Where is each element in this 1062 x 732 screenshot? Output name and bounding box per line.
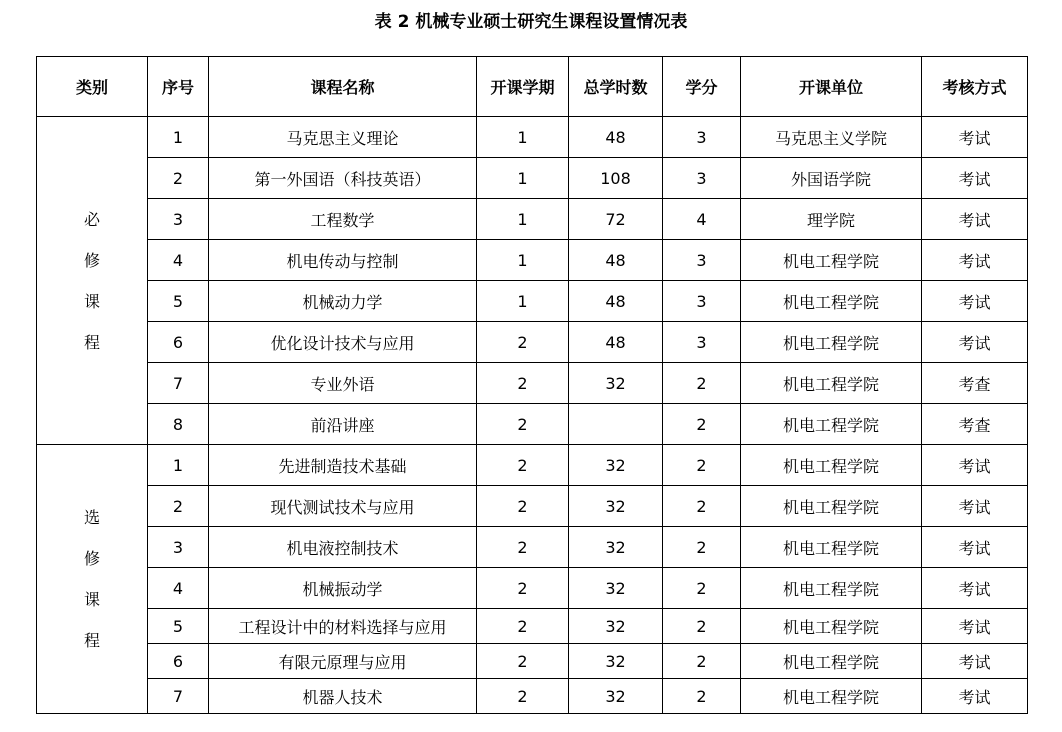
assessment-cell: 考试 [922,158,1028,199]
table-row [37,527,1028,568]
unit-cell: 机电工程学院 [741,404,922,445]
semester-cell: 2 [477,644,569,679]
assessment-cell: 考试 [922,527,1028,568]
assessment-cell: 考查 [922,404,1028,445]
unit-cell: 机电工程学院 [741,644,922,679]
semester-cell: 2 [477,486,569,527]
unit-cell: 机电工程学院 [741,486,922,527]
assessment-cell: 考试 [922,644,1028,679]
course-name-cell: 机电液控制技术 [209,527,477,568]
unit-cell: 机电工程学院 [741,609,922,644]
unit-cell: 机电工程学院 [741,363,922,404]
table-row [37,609,1028,644]
course-name-cell: 机电传动与控制 [209,240,477,281]
table-row [37,199,1028,240]
semester-cell: 2 [477,445,569,486]
seq-cell: 7 [148,679,209,714]
semester-cell: 2 [477,568,569,609]
credits-cell: 2 [663,568,741,609]
credits-cell: 2 [663,363,741,404]
semester-cell: 1 [477,158,569,199]
assessment-cell: 考试 [922,240,1028,281]
semester-cell: 1 [477,117,569,158]
seq-cell: 1 [148,445,209,486]
table-row [37,445,1028,486]
hours-cell: 32 [569,486,663,527]
hours-cell: 32 [569,609,663,644]
seq-cell: 6 [148,322,209,363]
unit-cell: 机电工程学院 [741,322,922,363]
category-char: 课 [83,291,100,311]
semester-cell: 2 [477,609,569,644]
header-row [37,57,1028,117]
credits-cell: 3 [663,158,741,199]
course-name-cell: 专业外语 [209,363,477,404]
header-course-name: 课程名称 [209,57,477,117]
seq-cell: 1 [148,117,209,158]
seq-cell: 3 [148,527,209,568]
header-unit: 开课单位 [741,57,922,117]
seq-cell: 4 [148,568,209,609]
header-semester: 开课学期 [477,57,569,117]
hours-cell: 48 [569,322,663,363]
unit-cell: 机电工程学院 [741,527,922,568]
hours-cell: 32 [569,445,663,486]
course-name-cell: 工程数学 [209,199,477,240]
category-char: 课 [83,590,100,609]
course-name-cell: 现代测试技术与应用 [209,486,477,527]
assessment-cell: 考试 [922,679,1028,714]
hours-cell: 32 [569,527,663,568]
header-category: 类别 [37,57,148,117]
hours-cell: 72 [569,199,663,240]
semester-cell: 2 [477,363,569,404]
hours-cell: 32 [569,568,663,609]
credits-cell: 4 [663,199,741,240]
semester-cell: 1 [477,281,569,322]
table-row [37,568,1028,609]
semester-cell: 1 [477,199,569,240]
course-name-cell: 马克思主义理论 [209,117,477,158]
credits-cell: 3 [663,322,741,363]
table-row [37,117,1028,158]
credits-cell: 2 [663,609,741,644]
unit-cell: 外国语学院 [741,158,922,199]
table-row [37,158,1028,199]
hours-cell: 48 [569,281,663,322]
assessment-cell: 考试 [922,568,1028,609]
seq-cell: 8 [148,404,209,445]
credits-cell: 2 [663,404,741,445]
assessment-cell: 考试 [922,117,1028,158]
table-body [37,117,1028,714]
assessment-cell: 考试 [922,486,1028,527]
table-row [37,679,1028,714]
table-row [37,644,1028,679]
seq-cell: 5 [148,281,209,322]
unit-cell: 机电工程学院 [741,445,922,486]
table-title: 表 2 机械专业硕士研究生课程设置情况表 [374,12,688,32]
hours-cell: 32 [569,679,663,714]
hours-cell: 108 [569,158,663,199]
table-row [37,404,1028,445]
unit-cell: 机电工程学院 [741,281,922,322]
seq-cell: 2 [148,158,209,199]
header-assessment: 考核方式 [922,57,1028,117]
course-name-cell: 机器人技术 [209,679,477,714]
hours-cell: 48 [569,117,663,158]
hours-cell: 48 [569,240,663,281]
unit-cell: 机电工程学院 [741,568,922,609]
course-name-cell: 机械动力学 [209,281,477,322]
course-name-cell: 有限元原理与应用 [209,644,477,679]
semester-cell: 2 [477,527,569,568]
category-char: 选 [83,508,100,527]
semester-cell: 2 [477,679,569,714]
course-name-cell: 机械振动学 [209,568,477,609]
semester-cell: 1 [477,240,569,281]
seq-cell: 2 [148,486,209,527]
table-row [37,281,1028,322]
course-table [36,56,1028,714]
table-row [37,240,1028,281]
credits-cell: 2 [663,527,741,568]
category-char: 修 [83,549,100,568]
category-char: 程 [83,631,100,650]
credits-cell: 3 [663,117,741,158]
assessment-cell: 考试 [922,609,1028,644]
table-row [37,486,1028,527]
credits-cell: 2 [663,679,741,714]
seq-cell: 6 [148,644,209,679]
assessment-cell: 考查 [922,363,1028,404]
semester-cell: 2 [477,322,569,363]
header-credits: 学分 [663,57,741,117]
credits-cell: 3 [663,281,741,322]
seq-cell: 3 [148,199,209,240]
assessment-cell: 考试 [922,322,1028,363]
assessment-cell: 考试 [922,445,1028,486]
table-row [37,322,1028,363]
seq-cell: 5 [148,609,209,644]
unit-cell: 机电工程学院 [741,240,922,281]
course-name-cell: 工程设计中的材料选择与应用 [209,609,477,644]
semester-cell: 2 [477,404,569,445]
hours-cell [569,404,663,445]
category-char: 程 [83,332,100,352]
course-name-cell: 先进制造技术基础 [209,445,477,486]
credits-cell: 2 [663,445,741,486]
category-cell [37,117,148,445]
table-row [37,363,1028,404]
category-cell [37,445,148,714]
category-char: 修 [83,250,100,270]
course-name-cell: 前沿讲座 [209,404,477,445]
seq-cell: 7 [148,363,209,404]
assessment-cell: 考试 [922,281,1028,322]
unit-cell: 理学院 [741,199,922,240]
assessment-cell: 考试 [922,199,1028,240]
hours-cell: 32 [569,363,663,404]
seq-cell: 4 [148,240,209,281]
header-seq: 序号 [148,57,209,117]
course-name-cell: 第一外国语（科技英语） [209,158,477,199]
credits-cell: 3 [663,240,741,281]
unit-cell: 机电工程学院 [741,679,922,714]
unit-cell: 马克思主义学院 [741,117,922,158]
credits-cell: 2 [663,486,741,527]
hours-cell: 32 [569,644,663,679]
credits-cell: 2 [663,644,741,679]
header-hours: 总学时数 [569,57,663,117]
category-char: 必 [83,209,100,229]
course-name-cell: 优化设计技术与应用 [209,322,477,363]
